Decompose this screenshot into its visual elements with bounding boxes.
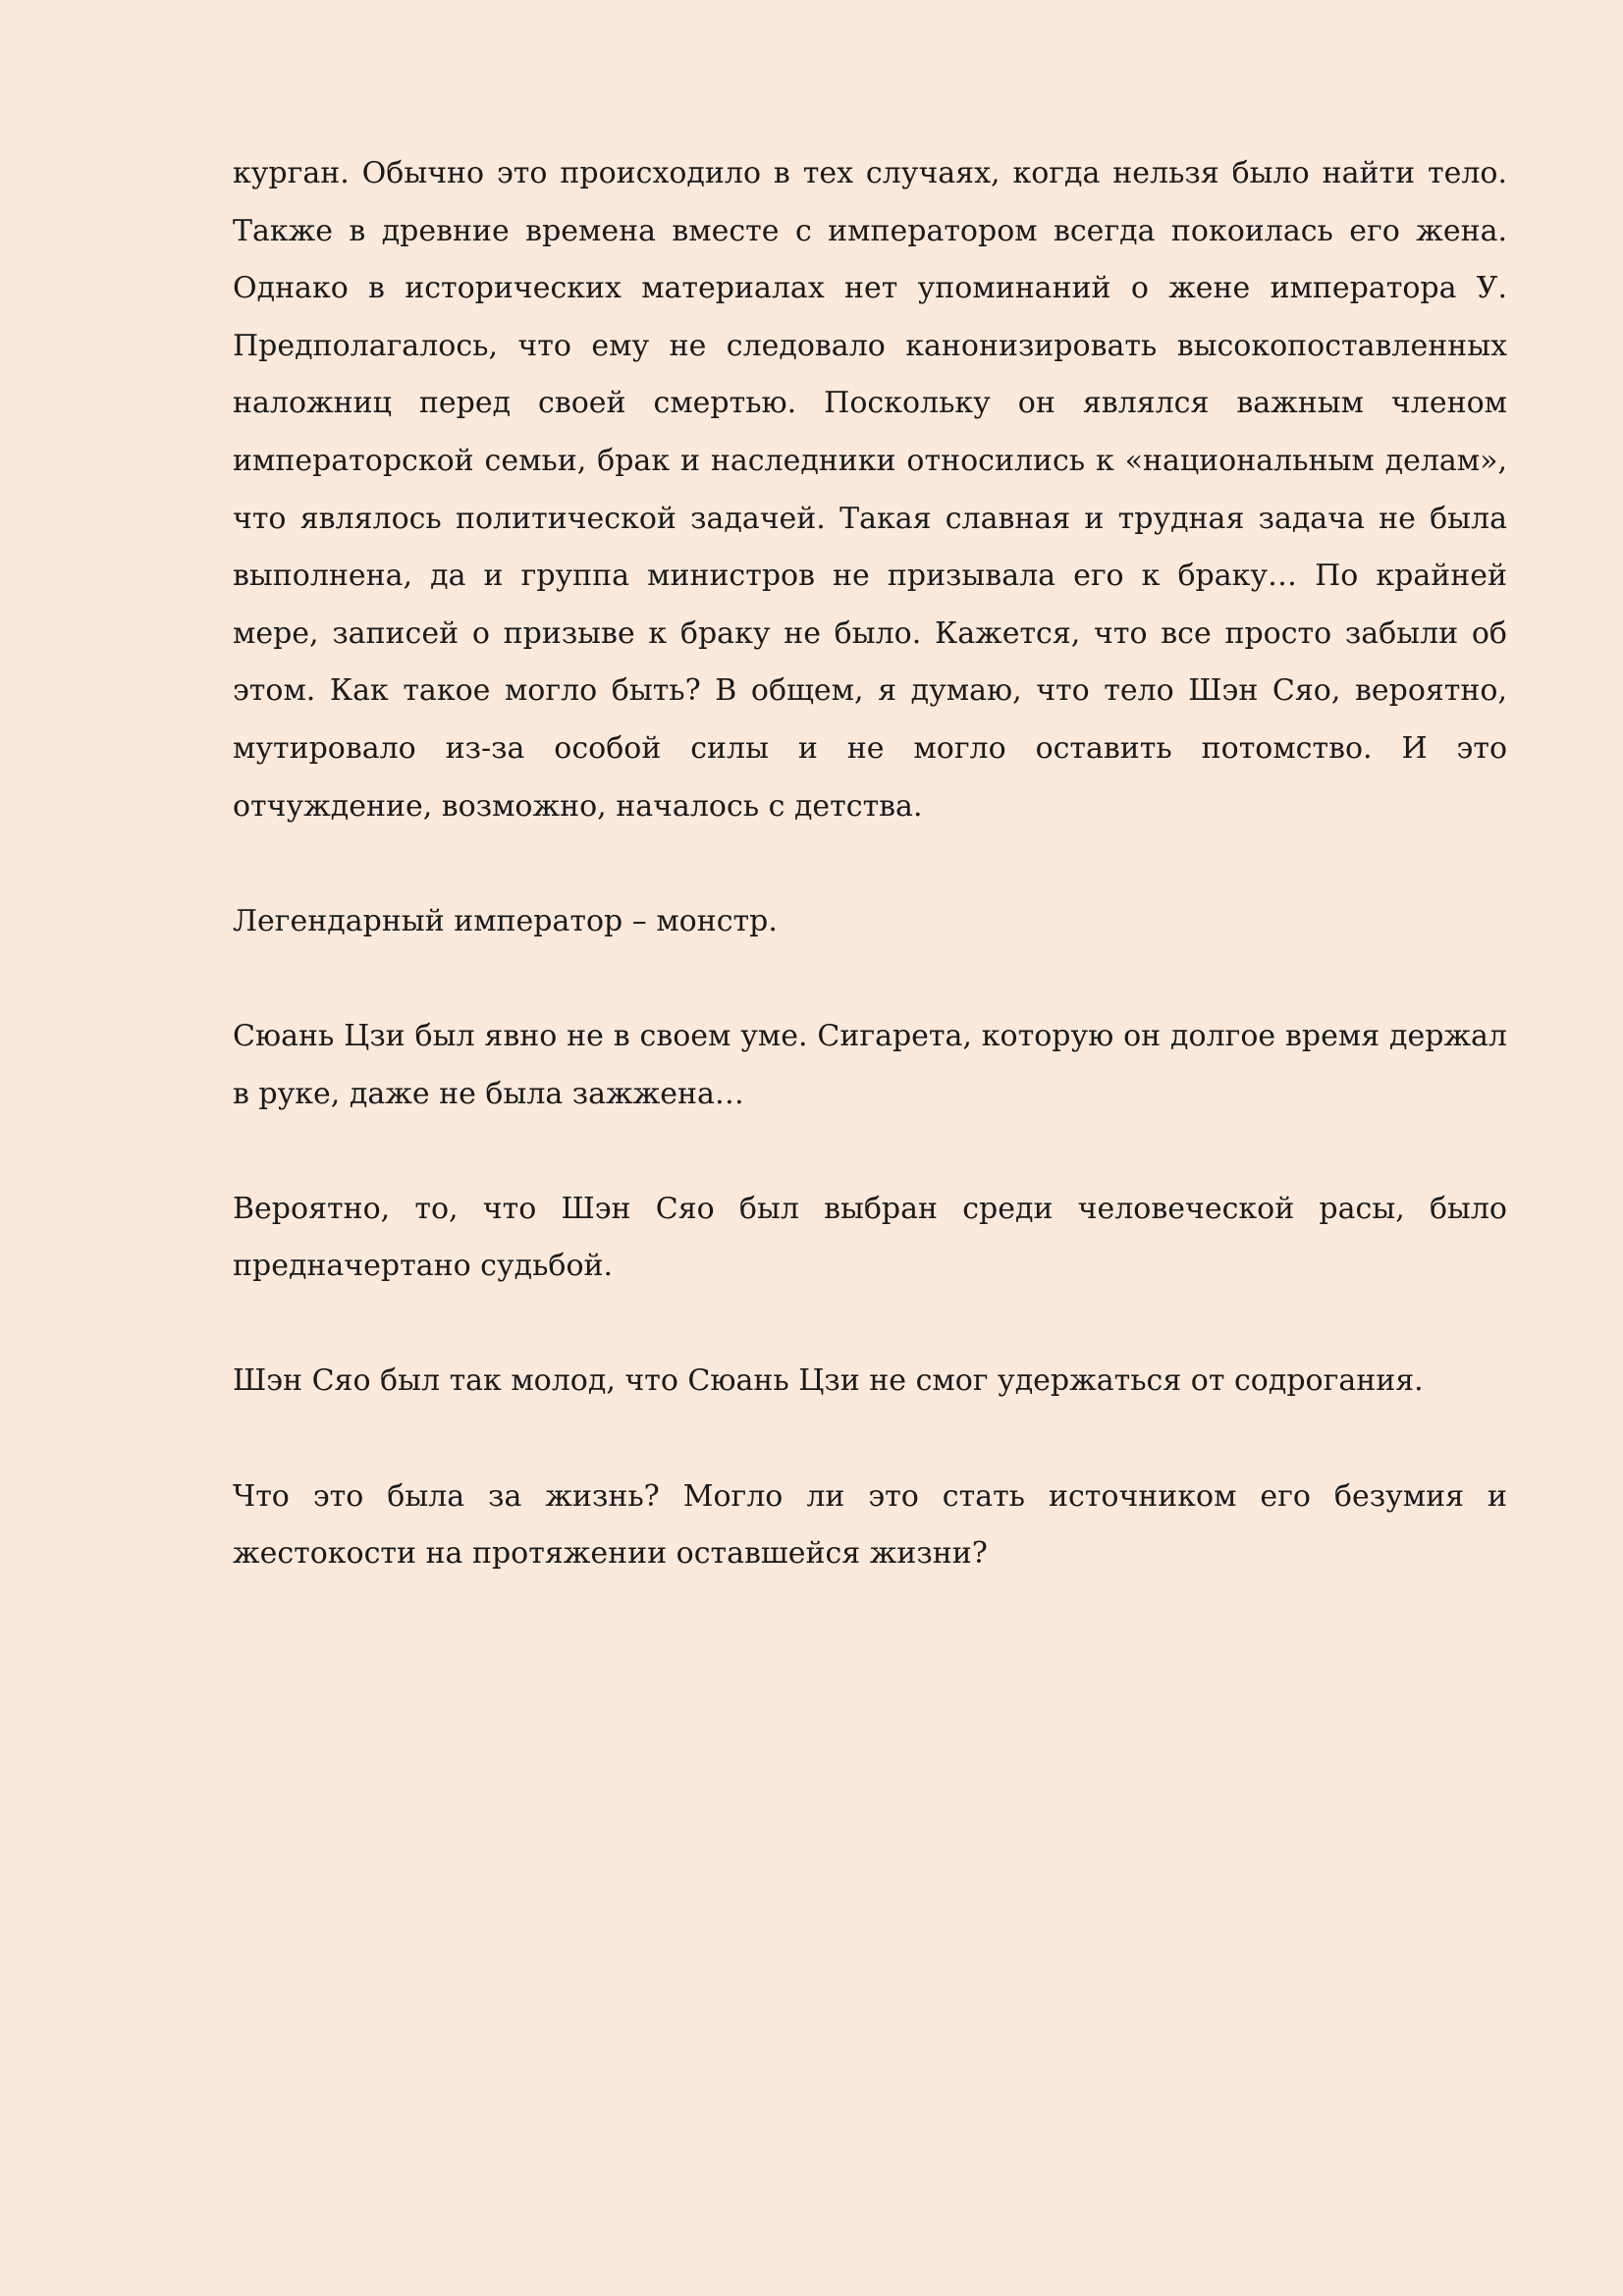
paragraph: Шэн Сяо был так молод, что Сюань Цзи не смог удержаться от содрогания. [233, 1363, 1424, 1399]
paragraph: Сюань Цзи был явно не в своем уме. Сигарета, которую он долгое время держал в руке, даже не была зажжена… [233, 1018, 1507, 1111]
paragraph: Что это была за жизнь? Могло ли это стать источником его безумия и жестокости на протяжении оставшейся жизни? [233, 1478, 1507, 1572]
paragraph: курган. Обычно это происходило в тех случаях, когда нельзя было найти тело. Также в древние времена вместе с императором всегда покоилась его жена. Однако в исторических материалах нет упоминаний о жене императора У. Предполагалось, что ему не следовало канонизировать высокопоставленных наложниц перед своей смертью. Поскольку он являлся важным членом императорской семьи, брак и наследники относились к «национальным делам», что являлось политической задачей. Такая славная и трудная задача не была выполнена, да и группа министров не призывала его к браку… По крайней мере, записей о призыве к браку не было. Кажется, что все просто забыли об этом. Как такое могло быть? В общем, я думаю, что тело Шэн Сяо, вероятно, мутировало из-за особой силы и не могло оставить потомство. И это отчуждение, возможно, началось с детства. [233, 156, 1507, 824]
paragraph: Легендарный император – монстр. [233, 903, 778, 938]
paragraph: Вероятно, то, что Шэн Сяо был выбран среди человеческой расы, было предначертано судьбой. [233, 1191, 1507, 1284]
text-body [233, 145, 1507, 1583]
